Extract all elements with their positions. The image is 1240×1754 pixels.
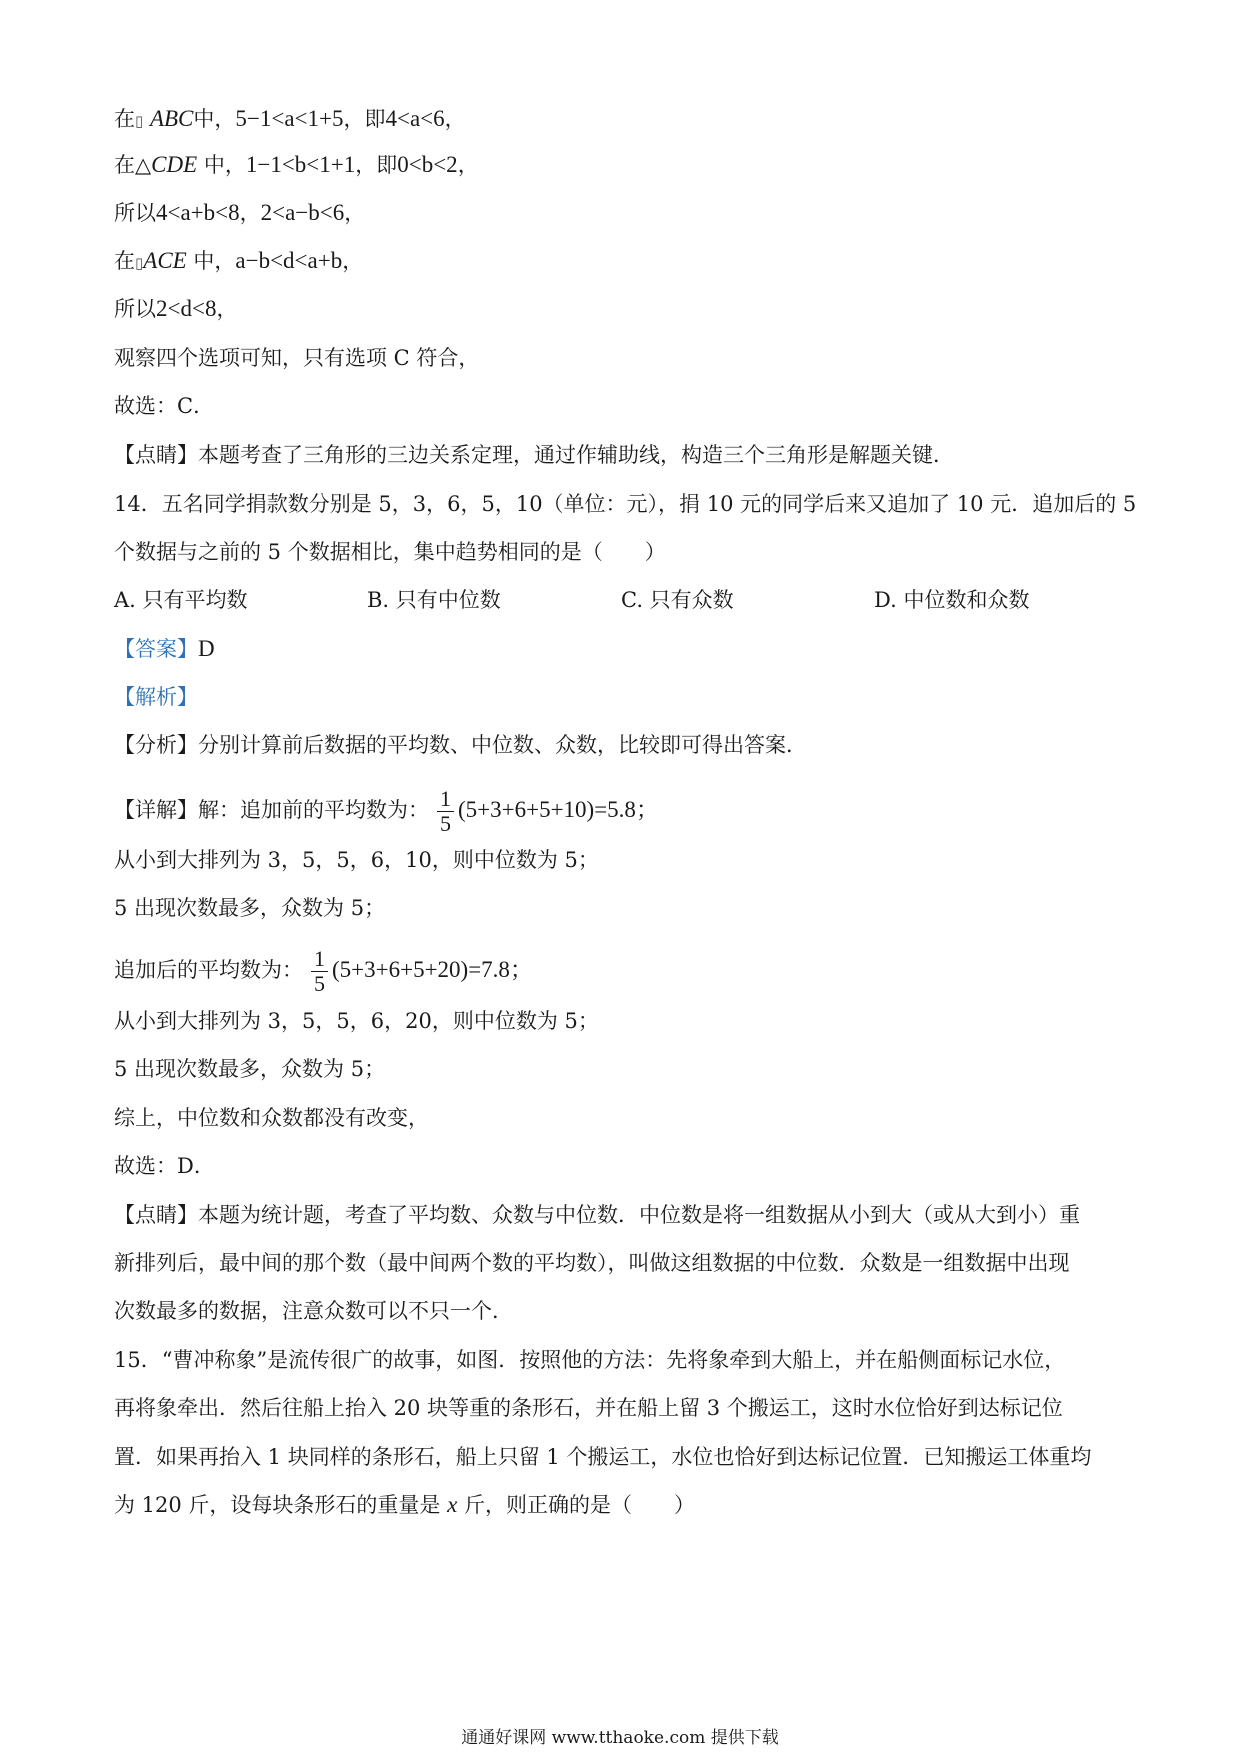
detail-line-2: 从小到大排列为 3，5，5，6，10，则中位数为 5； bbox=[114, 848, 599, 872]
inequality: 2<a−b<6 bbox=[260, 200, 345, 225]
inequality: 4<a+b<8 bbox=[156, 200, 240, 225]
fraction: $\frac{1}{5}$ bbox=[437, 787, 454, 836]
detail-line-7: 综上，中位数和众数都没有改变， bbox=[114, 1106, 429, 1130]
solution-line-4: 在▯ACE 中，a−b<d<a+b， bbox=[114, 248, 364, 273]
detail-line-4: 追加后的平均数为： $\frac{1}{5}$ (5+3+6+5+20)=7.8； bbox=[114, 946, 533, 996]
question-14-line-1: 14．五名同学捐款数分别是 5，3，6，5，10（单位：元），捐 10 元的同学后来又追加了 10 元．追加后的 5 bbox=[114, 492, 1137, 516]
answer-line bbox=[114, 634, 1134, 664]
solution-conclusion: 故选：C． bbox=[114, 394, 215, 418]
question-15-line-3: 置．如果再抬入 1 块同样的条形石，船上只留 1 个搬运工，水位也恰好到达标记位置．已知搬运工体重均 bbox=[114, 1445, 1092, 1469]
question-15-line-2: 再将象牵出．然后往船上抬入 20 块等重的条形石，并在船上留 3 个搬运工，这时水位恰好到达标记位 bbox=[114, 1396, 1063, 1420]
option-c: C. 只有众数 bbox=[621, 588, 734, 612]
dianjing-line-2: 新排列后，最中间的那个数（最中间两个数的平均数），叫做这组数据的中位数．众数是一组数据中出现 bbox=[114, 1251, 1070, 1275]
inequality: 5−1<a<1+5 bbox=[235, 106, 344, 131]
solution-line-2: 在△CDE 中，1−1<b<1+1，即0<b<2， bbox=[114, 152, 479, 177]
dianjing-line-1: 【点睛】本题为统计题，考查了平均数、众数与中位数．中位数是将一组数据从小到大（或从大到小）重 bbox=[114, 1203, 1080, 1227]
answer-tag: 【答案】 bbox=[114, 637, 198, 661]
inequality: 4<a<6 bbox=[385, 106, 445, 131]
dianjing-line-3: 次数最多的数据，注意众数可以不只一个． bbox=[114, 1299, 513, 1323]
inequality: 0<b<2 bbox=[397, 152, 458, 177]
option-d: D. 中位数和众数 bbox=[874, 588, 1030, 612]
detail-line-5: 从小到大排列为 3，5，5，6，20，则中位数为 5； bbox=[114, 1009, 599, 1033]
answer-value: D bbox=[198, 636, 215, 661]
solution-line-1: 在▯ ABC中，5−1<a<1+5，即4<a<6， bbox=[114, 106, 466, 131]
solution-line-5: 所以2<d<8， bbox=[114, 296, 238, 321]
question-15-line-4: 为 120 斤，设每块条形石的重量是 x 斤，则正确的是（ ） bbox=[114, 1492, 696, 1517]
detail-line-6: 5 出现次数最多，众数为 5； bbox=[114, 1057, 386, 1081]
detail-line-1: 【详解】解：追加前的平均数为： $\frac{1}{5}$ (5+3+6+5+10)=5.8； bbox=[114, 786, 659, 836]
detail-conclusion: 故选：D． bbox=[114, 1154, 215, 1178]
inequality: 1−1<b<1+1 bbox=[245, 152, 356, 177]
solution-line-6: 观察四个选项可知，只有选项 C 符合， bbox=[114, 346, 480, 370]
question-14-line-2: 个数据与之前的 5 个数据相比，集中趋势相同的是（ ） bbox=[114, 540, 666, 564]
detail-line-3: 5 出现次数最多，众数为 5； bbox=[114, 896, 386, 920]
solution-line-3: 所以4<a+b<8，2<a−b<6， bbox=[114, 200, 366, 225]
variable-x: x bbox=[447, 1492, 458, 1517]
page-footer: 通通好课网 www.tthaoke.com 提供下载 bbox=[461, 1728, 779, 1748]
analysis-tag: 【解析】 bbox=[114, 685, 198, 709]
question-15-line-1: 15．“曹冲称象”是流传很广的故事，如图．按照他的方法：先将象牵到大船上，并在船侧面标记水位， bbox=[114, 1348, 1066, 1372]
option-a: A. 只有平均数 bbox=[114, 588, 248, 612]
fraction: $\frac{1}{5}$ bbox=[311, 947, 328, 996]
inequality: 2<d<8 bbox=[156, 296, 217, 321]
dianjing-note: 【点睛】本题考查了三角形的三边关系定理，通过作辅助线，构造三个三角形是解题关键． bbox=[114, 443, 954, 467]
fenxi-line: 【分析】分别计算前后数据的平均数、中位数、众数，比较即可得出答案． bbox=[114, 733, 807, 757]
option-b: B. 只有中位数 bbox=[367, 588, 501, 612]
inequality: a−b<d<a+b bbox=[235, 248, 343, 273]
